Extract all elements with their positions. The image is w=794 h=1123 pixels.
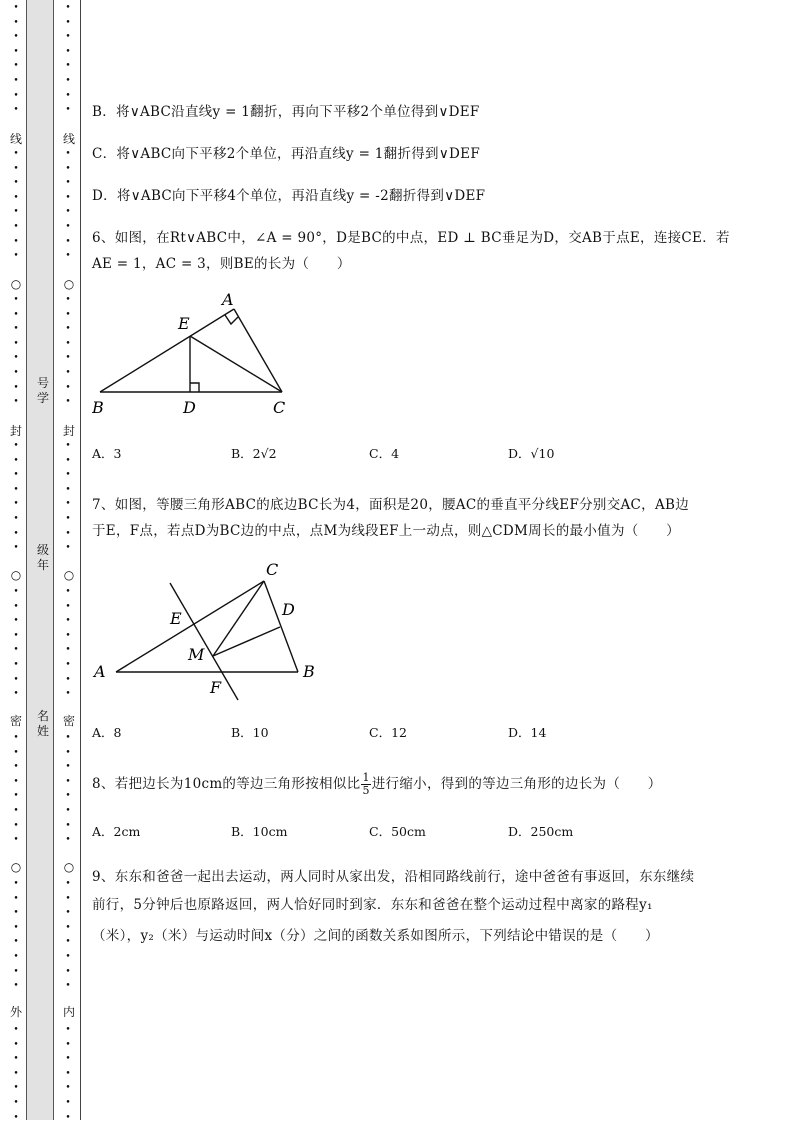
dot-mark: • <box>65 762 71 773</box>
dot-mark: • <box>13 32 19 43</box>
q8-options <box>92 822 692 840</box>
dot-mark: • <box>65 514 71 524</box>
dot-mark: • <box>65 61 71 72</box>
dot-mark: • <box>13 952 19 962</box>
dot-mark: • <box>65 1098 71 1108</box>
dot-mark: • <box>13 981 19 992</box>
dot-mark: • <box>13 222 19 232</box>
q6-option-c: C．4 <box>369 446 400 461</box>
dot-mark: • <box>13 46 19 57</box>
dot-mark: • <box>65 1025 71 1035</box>
q8-fraction-denominator: 5 <box>362 784 370 797</box>
dot-mark: • <box>65 455 71 466</box>
dot-mark: • <box>65 1039 71 1050</box>
q7-option-c: C．12 <box>369 725 407 740</box>
inner-label-seal: 封 <box>62 424 75 438</box>
dot-mark: • <box>13 207 19 218</box>
inner-label-inside: 内 <box>62 1005 75 1019</box>
dot-mark: • <box>13 660 19 670</box>
q6-stem-line1: 6、如图，在Rt∨ABC中，∠A = 90°，D是BC的中点，ED ⊥ BC垂足为D，交AB于点E，连接CE．若 <box>92 230 730 246</box>
dot-mark: • <box>13 747 19 758</box>
dot-mark: • <box>65 105 71 116</box>
dot-mark: • <box>13 149 19 159</box>
dot-mark: • <box>13 178 19 189</box>
q7-stem-line2: 于E，F点，若点D为BC边的中点，点M为线段EF上一动点，则△CDM周长的最小值为（ ） <box>92 523 680 539</box>
dot-mark: • <box>65 791 71 802</box>
q7-triangle-figure <box>92 556 324 706</box>
dot-mark: • <box>65 981 71 992</box>
q6-label-b: B <box>92 398 104 417</box>
dot-mark: • <box>65 309 71 320</box>
dot-mark: • <box>65 499 71 510</box>
circle-mark: ○ <box>10 568 22 582</box>
dot-mark: • <box>65 17 71 28</box>
dot-mark: • <box>65 90 71 101</box>
dot-mark: • <box>13 601 19 612</box>
dot-mark: • <box>13 616 19 627</box>
dot-mark: • <box>65 587 71 597</box>
outer-label-line: 线 <box>9 132 22 146</box>
q5-option-c: C．将∨ABC向下平移2个单位，再沿直线y = 1翻折得到∨DEF <box>92 146 480 162</box>
q7-option-a: A．8 <box>92 725 122 740</box>
q6-label-e: E <box>178 314 190 333</box>
dot-mark: • <box>65 222 71 232</box>
dot-mark: • <box>65 893 71 904</box>
dot-mark: • <box>65 207 71 218</box>
dot-mark: • <box>65 1068 71 1079</box>
dot-mark: • <box>13 689 19 700</box>
dot-mark: • <box>13 922 19 933</box>
field-name: 名姓 <box>36 709 49 738</box>
dot-mark: • <box>65 616 71 627</box>
dot-mark: • <box>65 645 71 656</box>
dot-mark: • <box>13 587 19 597</box>
binding-margin <box>0 0 84 1123</box>
dot-mark: • <box>65 835 71 846</box>
q7-options <box>92 723 692 741</box>
q6-triangle-figure <box>92 288 292 420</box>
dot-mark: • <box>65 747 71 758</box>
dot-mark: • <box>65 879 71 889</box>
dot-mark: • <box>13 528 19 539</box>
circle-mark: ○ <box>63 568 75 582</box>
dot-mark: • <box>13 543 19 554</box>
dotted-line-outer <box>12 0 20 1123</box>
q7-label-f: F <box>210 678 222 697</box>
dot-mark: • <box>65 820 71 831</box>
dot-mark: • <box>65 353 71 364</box>
dot-mark: • <box>65 937 71 948</box>
q7-label-a: A <box>94 662 106 681</box>
dot-mark: • <box>65 1112 71 1123</box>
inner-label-line: 线 <box>62 132 75 146</box>
dot-mark: • <box>13 908 19 919</box>
dot-mark: • <box>65 163 71 174</box>
dot-mark: • <box>65 368 71 378</box>
dot-mark: • <box>13 338 19 349</box>
q7-option-b: B．10 <box>231 725 269 740</box>
q8-text-after: 进行缩小，得到的等边三角形的边长为（ ） <box>371 776 662 792</box>
dot-mark: • <box>65 324 71 335</box>
dot-mark: • <box>13 776 19 787</box>
q5-option-d: D．将∨ABC向下平移4个单位，再沿直线y = -2翻折得到∨DEF <box>92 188 486 204</box>
field-student-number: 号学 <box>36 376 49 405</box>
dot-mark: • <box>65 806 71 816</box>
q7-label-e: E <box>170 609 182 628</box>
dot-mark: • <box>65 776 71 787</box>
dot-mark: • <box>65 3 71 13</box>
dot-mark: • <box>65 630 71 641</box>
q6-option-b: B．2√2 <box>231 446 277 461</box>
dot-mark: • <box>13 90 19 101</box>
dot-mark: • <box>65 601 71 612</box>
dot-mark: • <box>13 835 19 846</box>
dot-mark: • <box>65 484 71 495</box>
dot-mark: • <box>13 61 19 72</box>
dot-mark: • <box>13 1039 19 1050</box>
q7-stem-line1: 7、如图，等腰三角形ABC的底边BC长为4，面积是20，腰AC的垂直平分线EF分别交AC，AB边 <box>92 497 690 513</box>
inner-label-secret: 密 <box>62 714 75 728</box>
outer-label-seal: 封 <box>9 424 22 438</box>
dot-mark: • <box>13 251 19 262</box>
dot-mark: • <box>65 76 71 86</box>
dot-mark: • <box>13 368 19 378</box>
dot-mark: • <box>65 689 71 700</box>
dot-mark: • <box>65 441 71 451</box>
dot-mark: • <box>13 762 19 773</box>
outer-label-outside: 外 <box>9 1005 22 1019</box>
outer-label-secret: 密 <box>9 714 22 728</box>
dot-mark: • <box>65 674 71 685</box>
dot-mark: • <box>65 1054 71 1065</box>
dot-mark: • <box>13 1112 19 1123</box>
dot-mark: • <box>13 879 19 889</box>
dot-mark: • <box>65 178 71 189</box>
dot-mark: • <box>13 382 19 393</box>
dot-mark: • <box>65 908 71 919</box>
field-grade: 级年 <box>36 543 49 572</box>
dot-mark: • <box>13 966 19 977</box>
dot-mark: • <box>13 1025 19 1035</box>
q8-option-b: B．10cm <box>231 824 288 839</box>
dotted-line-inner <box>64 0 72 1123</box>
dot-mark: • <box>13 630 19 641</box>
dot-mark: • <box>13 1054 19 1065</box>
q6-option-d: D．√10 <box>508 446 555 461</box>
dot-mark: • <box>65 236 71 247</box>
circle-mark: ○ <box>63 277 75 291</box>
dot-mark: • <box>65 922 71 933</box>
q8-option-a: A．2cm <box>92 824 141 839</box>
q7-label-m: M <box>188 645 205 664</box>
q9-stem-line2: 前行，5分钟后也原路返回，两人恰好同时到家．东东和爸爸在整个运动过程中离家的路程y₁ <box>92 897 653 913</box>
dot-mark: • <box>65 1083 71 1094</box>
circle-mark: ○ <box>63 860 75 874</box>
q8-option-c: C．50cm <box>369 824 426 839</box>
q8-fraction-numerator: 1 <box>362 771 370 784</box>
dot-mark: • <box>65 660 71 670</box>
dot-mark: • <box>13 514 19 524</box>
dot-mark: • <box>13 3 19 13</box>
dot-mark: • <box>13 353 19 364</box>
dot-mark: • <box>13 163 19 174</box>
dot-mark: • <box>13 309 19 320</box>
dot-mark: • <box>65 32 71 43</box>
dot-mark: • <box>13 470 19 481</box>
dot-mark: • <box>13 791 19 802</box>
dot-mark: • <box>13 937 19 948</box>
dot-mark: • <box>65 149 71 159</box>
circle-mark: ○ <box>10 277 22 291</box>
dot-mark: • <box>65 382 71 393</box>
q8-stem <box>92 772 662 797</box>
dot-mark: • <box>13 192 19 203</box>
dot-mark: • <box>65 966 71 977</box>
dot-mark: • <box>13 674 19 685</box>
q8-text-before: 8、若把边长为10cm的等边三角形按相似比 <box>92 776 361 792</box>
dot-mark: • <box>13 733 19 743</box>
q7-label-d: D <box>282 600 295 619</box>
margin-border <box>80 0 81 1120</box>
dot-mark: • <box>13 76 19 86</box>
q9-stem-line1: 9、东东和爸爸一起出去运动，两人同时从家出发，沿相同路线前行，途中爸爸有事返回，东东继续 <box>92 869 695 885</box>
dot-mark: • <box>13 105 19 116</box>
dot-mark: • <box>13 645 19 656</box>
dot-mark: • <box>13 455 19 466</box>
dot-mark: • <box>65 543 71 554</box>
dot-mark: • <box>65 470 71 481</box>
q6-option-a: A．3 <box>92 446 122 461</box>
q6-options <box>92 444 692 462</box>
q6-label-c: C <box>273 398 286 417</box>
dot-mark: • <box>65 295 71 305</box>
dot-mark: • <box>13 17 19 28</box>
dot-mark: • <box>13 893 19 904</box>
dot-mark: • <box>13 397 19 408</box>
q8-option-d: D．250cm <box>508 824 574 839</box>
q7-option-d: D．14 <box>508 725 547 740</box>
dot-mark: • <box>13 1098 19 1108</box>
dot-mark: • <box>13 324 19 335</box>
circle-mark: ○ <box>10 860 22 874</box>
dot-mark: • <box>65 733 71 743</box>
dot-mark: • <box>13 1068 19 1079</box>
q8-fraction <box>361 772 370 797</box>
q7-label-c: C <box>266 560 279 579</box>
dot-mark: • <box>65 338 71 349</box>
dot-mark: • <box>65 251 71 262</box>
dot-mark: • <box>13 1083 19 1094</box>
dot-mark: • <box>13 441 19 451</box>
dot-mark: • <box>65 46 71 57</box>
dot-mark: • <box>65 397 71 408</box>
q5-option-b: B．将∨ABC沿直线y = 1翻折，再向下平移2个单位得到∨DEF <box>92 104 480 120</box>
dot-mark: • <box>13 484 19 495</box>
dot-mark: • <box>13 820 19 831</box>
dot-mark: • <box>13 499 19 510</box>
dot-mark: • <box>65 192 71 203</box>
q6-label-a: A <box>222 290 234 309</box>
q7-label-b: B <box>303 662 315 681</box>
dot-mark: • <box>65 952 71 962</box>
dot-mark: • <box>65 528 71 539</box>
dot-mark: • <box>13 806 19 816</box>
q6-label-d: D <box>183 398 196 417</box>
q6-stem-line2: AE = 1，AC = 3，则BE的长为（ ） <box>92 256 351 272</box>
q9-stem-line3: （米），y₂（米）与运动时间x（分）之间的函数关系如图所示，下列结论中错误的是（ ） <box>92 928 659 944</box>
dot-mark: • <box>13 295 19 305</box>
dot-mark: • <box>13 236 19 247</box>
